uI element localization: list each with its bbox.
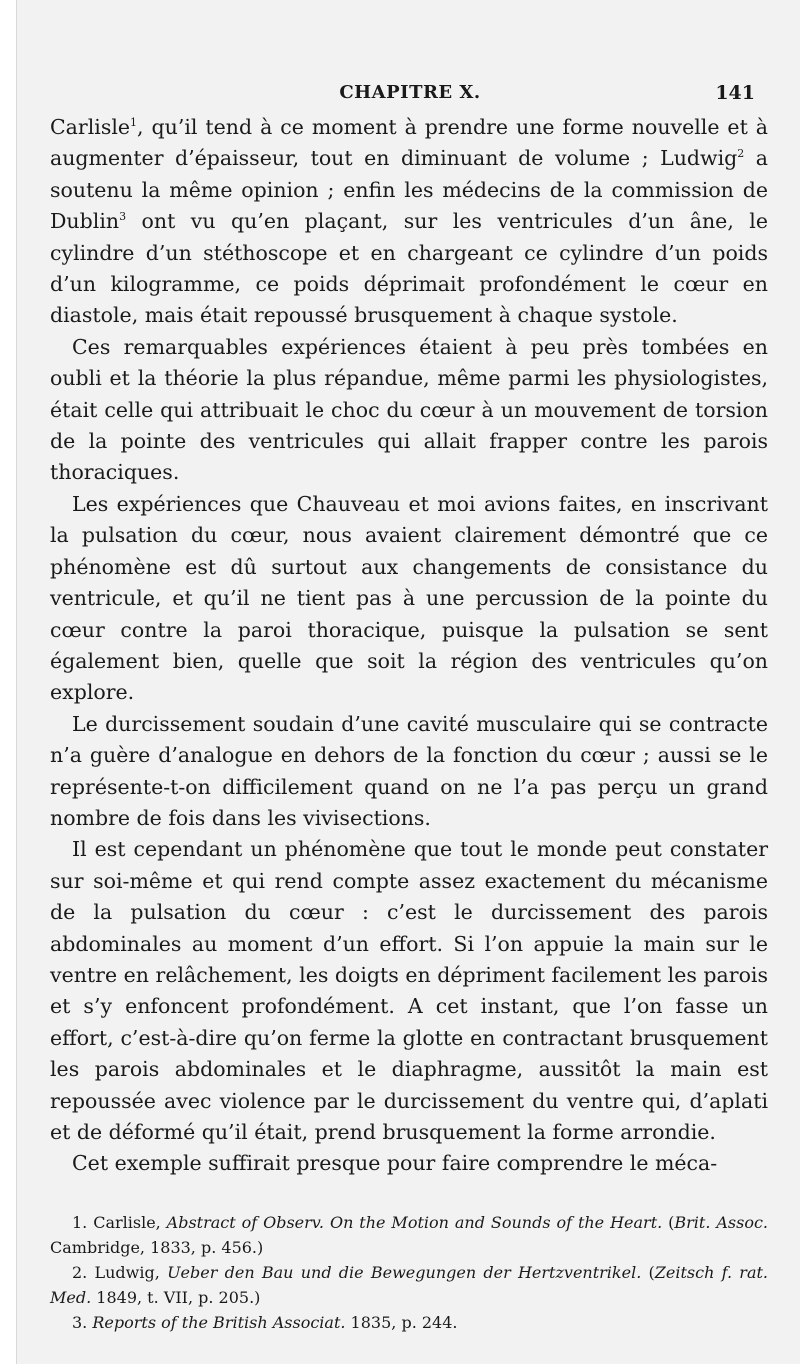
paragraph <box>50 332 768 489</box>
text-run: ( <box>662 1213 675 1232</box>
footnote-ref: 1 <box>130 116 138 130</box>
text-run: 1. Carlisle, <box>72 1213 167 1232</box>
text-run: Cet exemple suffirait presque pour faire comprendre le méca- <box>72 1151 718 1176</box>
italic-text: Ueber den Bau und die Bewegungen der Hertzventrikel. <box>167 1263 642 1282</box>
text-run: Il est cependant un phénomène que tout le monde peut constater sur soi-même et qui rend compte assez exactement du mécanisme de la pulsation du cœur : c’est le durcissement des parois abdominales au moment d’un effort. Si l’on appuie la main sur le ventre en relâchement, les doigts en dépriment facilement les parois et s’y enfoncent profondément. A cet instant, que l’on fasse un effort, c’est-à-dire qu’on ferme la glotte en contractant brusquement les parois abdominales et le diaphragme, aussitôt la main est repoussée avec violence par le durcissement du ventre qui, d’aplati et de déformé qu’il était, prend brusquement la forme arrondie. <box>50 837 768 1144</box>
text-run: Ces remarquables expériences étaient à peu près tombées en oubli et la théorie la plus répandue, même parmi les physiologistes, était celle qui attribuait le choc du cœur à un mouvement de torsion de la pointe des ventricules qui allait frapper contre les parois thoraciques. <box>50 334 768 485</box>
text-run: , qu’il tend à ce moment à prendre une forme nouvelle et à augmenter d’épaisseur, tout en diminuant de volume ; Ludwig <box>50 115 768 171</box>
footnote <box>50 1210 768 1260</box>
footnote <box>50 1260 768 1310</box>
footnote-ref: 2 <box>737 147 745 161</box>
chapter-title: CHAPITRE X. <box>339 82 481 103</box>
paragraph <box>50 489 768 709</box>
text-run: Les expériences que Chauveau et moi avions faites, en inscrivant la pulsation du cœur, nous avaient clairement démontré que ce phénomène est dû surtout aux changements de consistance du ventricule, et qu’il ne tient pas à une percussion de la pointe du cœur contre la paroi thoracique, puisque la pulsation se sent également bien, quelle que soit la région des ventricules qu’on explore. <box>50 491 768 705</box>
text-run: Le durcissement soudain d’une cavité musculaire qui se contracte n’a guère d’analogue en dehors de la fonction du cœur ; aussi se le représente-t-on difficilement quand on ne l’a pas perçu un grand nombre de fois dans les vivisections. <box>50 711 768 830</box>
body-text <box>50 112 768 1180</box>
footnotes <box>50 1210 768 1335</box>
italic-text: Brit. Assoc. <box>674 1213 768 1232</box>
italic-text: Zeitsch f. rat. Med. <box>50 1263 768 1307</box>
page-number: 141 <box>715 82 755 104</box>
text-run: Carlisle <box>50 115 131 139</box>
text-run: ( <box>641 1263 655 1282</box>
text-run: 2. Ludwig, <box>72 1263 168 1282</box>
italic-text: Abstract of Observ. On the Motion and Sounds of the Heart. <box>166 1213 663 1232</box>
text-run: a soutenu la même opinion ; enfin les médecins de la commission de Dublin <box>50 146 768 234</box>
text-run: 1849, t. VII, p. 205.) <box>91 1288 261 1307</box>
text-run: 3. <box>72 1313 93 1332</box>
italic-text: Reports of the British Associat. <box>92 1313 346 1332</box>
text-run: Cambridge, 1833, p. 456.) <box>50 1238 264 1257</box>
paragraph <box>50 834 768 1148</box>
paragraph <box>50 709 768 835</box>
paragraph <box>50 112 768 332</box>
footnote-ref: 3 <box>119 210 127 224</box>
paragraph <box>50 1148 768 1179</box>
running-header <box>65 82 755 110</box>
book-page <box>16 0 800 1364</box>
footnote <box>50 1310 768 1335</box>
text-run: ont vu qu’en plaçant, sur les ventricules d’un âne, le cylindre d’un stéthoscope et en chargeant ce cylindre d’un poids d’un kilogramme, ce poids déprimait profondément le cœur en diastole, mais était repoussé brusquement à chaque systole. <box>50 209 768 328</box>
text-run: 1835, p. 244. <box>345 1313 458 1332</box>
